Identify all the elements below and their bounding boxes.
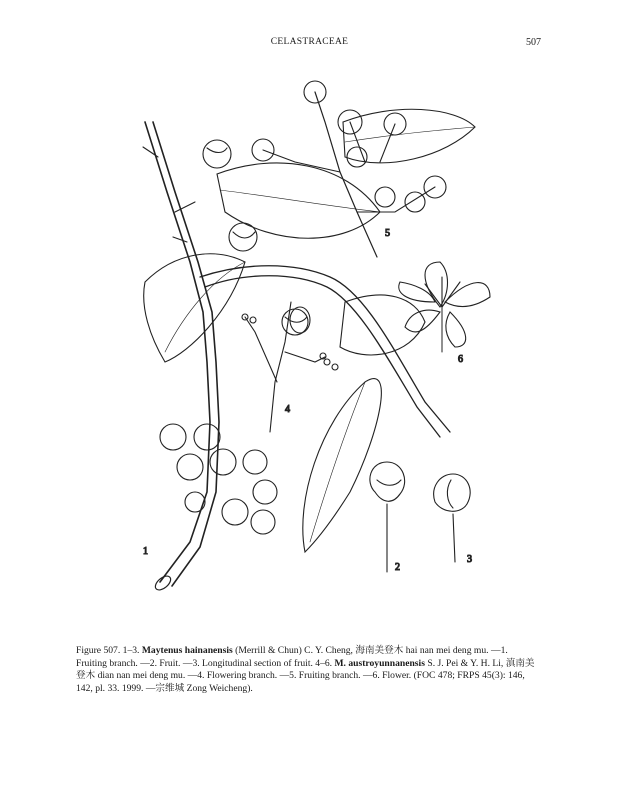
panel-label-3: 3 [467,554,472,565]
species-name-1: Maytenus hainanensis [141,645,233,656]
running-head [0,37,619,51]
branch-side [200,266,450,432]
page-number: 507 [526,37,541,48]
species-authority-2: S. J. Pei & Y. H. Li, 滇南美登木 dian nan mei deng mu. —4. Flowering branch. —5. Fruiting branch. —6. Flower. (FOC 478; FRPS 45(3): 146, 142, pl. 33. 1999. —宗维城 Zong Weicheng). [76,657,535,694]
leaf [217,163,380,238]
flower-6 [399,262,490,352]
panel-label-4: 4 [285,404,290,415]
botanical-illustration [95,62,535,602]
panel-label-5: 5 [385,228,390,239]
section-title: CELASTRACEAE [270,37,349,47]
panel-label-2: 2 [395,562,400,573]
species-name-2: M. austroyunnanensis [334,657,425,669]
branch-main [145,122,210,582]
panel-label-1: 1 [143,546,148,557]
figure-caption [76,645,540,695]
fruit-section-3 [434,474,470,562]
leaf [340,295,425,355]
panel-label-6: 6 [458,354,463,365]
caption-range: 1–3. [122,645,140,656]
species-authority-1: (Merrill & Chun) C. Y. Cheng, 海南美登木 hai nan mei deng mu. —1. Fruiting branch. —2. Fruit. —3. Longitudinal section of fruit. 4–6. [76,645,508,669]
figure-number: Figure 507. [76,645,121,656]
leaf [144,254,245,362]
fruit-2 [370,462,405,572]
